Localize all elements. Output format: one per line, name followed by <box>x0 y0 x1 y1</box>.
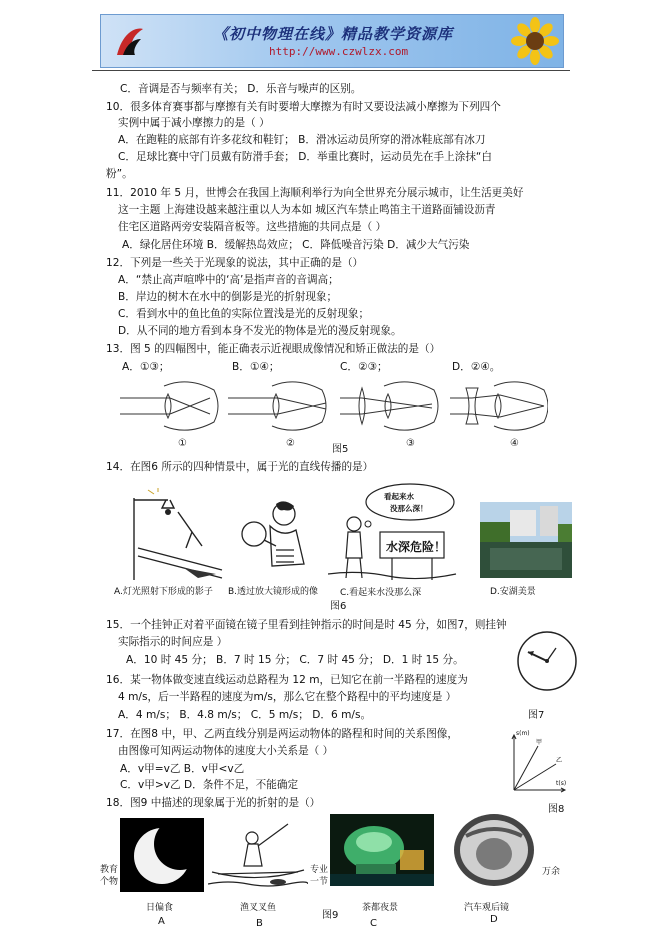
eye-diagram-1 <box>120 382 218 430</box>
figure-9a-eclipse-photo <box>120 818 204 892</box>
warning-sign-text: 水深危险！ <box>386 540 447 554</box>
q11-options: A．绿化居住环境 B．缓解热岛效应； C．降低噪音污染 D．减少大气污染 <box>122 239 470 251</box>
figure-6d-caption: D.安湖美景 <box>490 587 536 597</box>
eye-diagram-4 <box>450 382 548 430</box>
q16-stem-line1: 16．某一物体做变速直线运动总路程为 12 m，已知它在前一半路程的速度为 <box>106 674 468 686</box>
bubble-text-2: 没那么深！ <box>390 504 428 513</box>
figure-9d-caption: 汽车观后镜 <box>464 903 510 913</box>
q17-stem-line2: 由图像可知两运动物体的速度大小关系是（ ） <box>118 745 334 757</box>
q12-option-a: A．“禁止高声喧哗中的‘高’是指声音的音调高； <box>118 274 339 286</box>
q12-option-c: C．看到水中的鱼比鱼的实际位置浅是光的反射现象； <box>118 308 370 320</box>
figure-5-label-4: ④ <box>510 438 519 449</box>
q14-stem: 14．在图6 所示的四种情景中，属于光的直线传播的是） <box>106 461 374 473</box>
q12-option-b: B．岸边的树木在水中的倒影是光的折射现象； <box>118 291 338 303</box>
figure-6c-caption: C.看起来水没那么深 <box>340 588 422 598</box>
q11-stem-line1: 11．2010 年 5 月，世博会在我国上海顺利举行为向全世界充分展示城市，让生活更美好 <box>106 187 524 199</box>
header-title: 《初中物理在线》精品教学资源库 <box>213 25 454 43</box>
overlay-text-mid-1: 专业 <box>310 865 329 875</box>
q10-options-ab: A．在跑鞋的底部有许多花纹和鞋钉； B．滑冰运动员所穿的滑冰鞋底部有冰刀 <box>118 134 486 146</box>
figure-8-caption: 图8 <box>548 804 565 815</box>
figure-9b-fishing-drawing <box>208 822 308 890</box>
eye-diagram-3 <box>340 382 438 430</box>
figure-9c-caption: 茶都夜景 <box>362 903 399 913</box>
figure-9d-mirror-photo <box>452 812 536 888</box>
figure-9b-letter: B <box>256 918 263 929</box>
q13-stem: 13．图 5 的四幅图中，能正确表示近视眼成像情况和矫正做法的是（） <box>106 343 441 355</box>
figure-8-ylabel: s(m) <box>516 730 530 737</box>
figure-6a-caption: A.灯光照射下形成的影子 <box>114 587 213 597</box>
q17-options-cd: C．v甲>v乙 D．条件不足，不能确定 <box>120 779 299 791</box>
figure-6b-magnifier <box>232 494 312 586</box>
figure-5-label-3: ③ <box>406 438 415 449</box>
figure-7-clock <box>516 630 578 692</box>
figure-9c-night-scene-photo <box>330 814 434 886</box>
figure-6b-caption: B.透过放大镜形成的像 <box>228 587 319 597</box>
q17-stem-line1: 17．在图8 中，甲、乙两直线分别是两运动物体的路程和时间的关系图像， <box>106 728 458 740</box>
q15-stem-line1: 15．一个挂钟正对着平面镜在镜子里看到挂钟指示的时间是时 45 分，如图7，则挂钟 <box>106 619 507 631</box>
header-rule <box>92 70 570 71</box>
figure-6c-pond-scene <box>328 482 458 586</box>
figure-7-caption: 图7 <box>528 710 545 721</box>
q13-option-a: A．①③； <box>122 361 170 373</box>
figure-9c-letter: C <box>370 918 377 929</box>
header-banner <box>100 14 564 68</box>
q16-stem-line2: 4 m/s，后一半路程的速度为m/s，那么它在整个路程中的平均速度是 ） <box>118 691 457 703</box>
figure-9-caption: 图9 <box>322 910 339 921</box>
overlay-text-mid-2: 一节 <box>310 877 329 887</box>
q13-option-d: D．②④。 <box>452 361 501 373</box>
q10-options-tail: 粉”。 <box>106 168 133 180</box>
figure-8-graph <box>508 730 570 794</box>
figure-9a-letter: A <box>158 916 165 927</box>
figure-5-label-1: ① <box>178 438 187 449</box>
q16-options: A．4 m/s； B．4.8 m/s； C．5 m/s； D．6 m/s。 <box>118 709 372 721</box>
q17-options-ab: A．v甲=v乙 B．v甲<v乙 <box>120 763 245 775</box>
q10-stem-line1: 10．很多体育赛事都与摩擦有关有时要增大摩擦为有时又要设法减小摩擦为下列四个 <box>106 101 501 113</box>
q15-stem-line2: 实际指示的时间应是 ） <box>118 636 228 648</box>
figure-9b-caption: 渔叉叉鱼 <box>240 903 277 913</box>
q9-options-line: C．音调是否与频率有关； D．乐音与噪声的区别。 <box>120 83 362 95</box>
eye-diagram-2 <box>228 382 326 430</box>
logo-icon <box>109 21 149 61</box>
figure-5-label-2: ② <box>286 438 295 449</box>
q11-stem-line3: 住宅区道路两旁安装隔音板等。这些措施的共同点是（ ） <box>118 221 387 233</box>
q18-stem: 18．图9 中描述的现象属于光的折射的是（） <box>106 797 321 809</box>
figure-5-caption: 图5 <box>332 444 349 455</box>
figure-6a-lamp-shadow <box>118 488 228 584</box>
header-url[interactable]: http://www.czwlzx.com <box>269 45 409 58</box>
q10-options-cd: C．足球比赛中守门员戴有防滑手套； D．举重比赛时，运动员先在手上涂抹“白 <box>118 151 493 163</box>
figure-9d-letter: D <box>490 914 498 925</box>
q13-option-c: C．②③； <box>340 361 388 373</box>
q11-stem-line2: 这一主题 上海建设越来越注重以人为本如 城区汽车禁止鸣笛主干道路面铺设沥青 <box>118 204 496 216</box>
overlay-text-right: 万余 <box>542 867 561 877</box>
q12-option-d: D．从不同的地方看到本身不发光的物体是光的漫反射现象。 <box>118 325 402 337</box>
q15-options: A．10 时 45 分； B．7 时 15 分； C．7 时 45 分； D．1 时 15 分。 <box>126 654 464 666</box>
figure-8-series-1: 甲 <box>536 739 543 746</box>
q10-stem-line2: 实例中属于减小摩擦力的是（ ） <box>118 117 270 129</box>
overlay-text-left-1: 教育 <box>100 865 119 875</box>
sunflower-icon <box>511 17 559 65</box>
overlay-text-left-2: 个物 <box>100 877 119 887</box>
figure-6d-lake-photo <box>480 502 572 578</box>
figure-8-series-2: 乙 <box>556 757 563 764</box>
figure-6-caption: 图6 <box>330 601 347 612</box>
figure-8-xlabel: t(s) <box>556 780 567 787</box>
bubble-text-1: 看起来水 <box>384 492 414 501</box>
q13-option-b: B．①④； <box>232 361 280 373</box>
figure-9a-caption: 日偏食 <box>146 903 174 913</box>
q12-stem: 12．下列是一些关于光现象的说法，其中正确的是（） <box>106 257 364 269</box>
